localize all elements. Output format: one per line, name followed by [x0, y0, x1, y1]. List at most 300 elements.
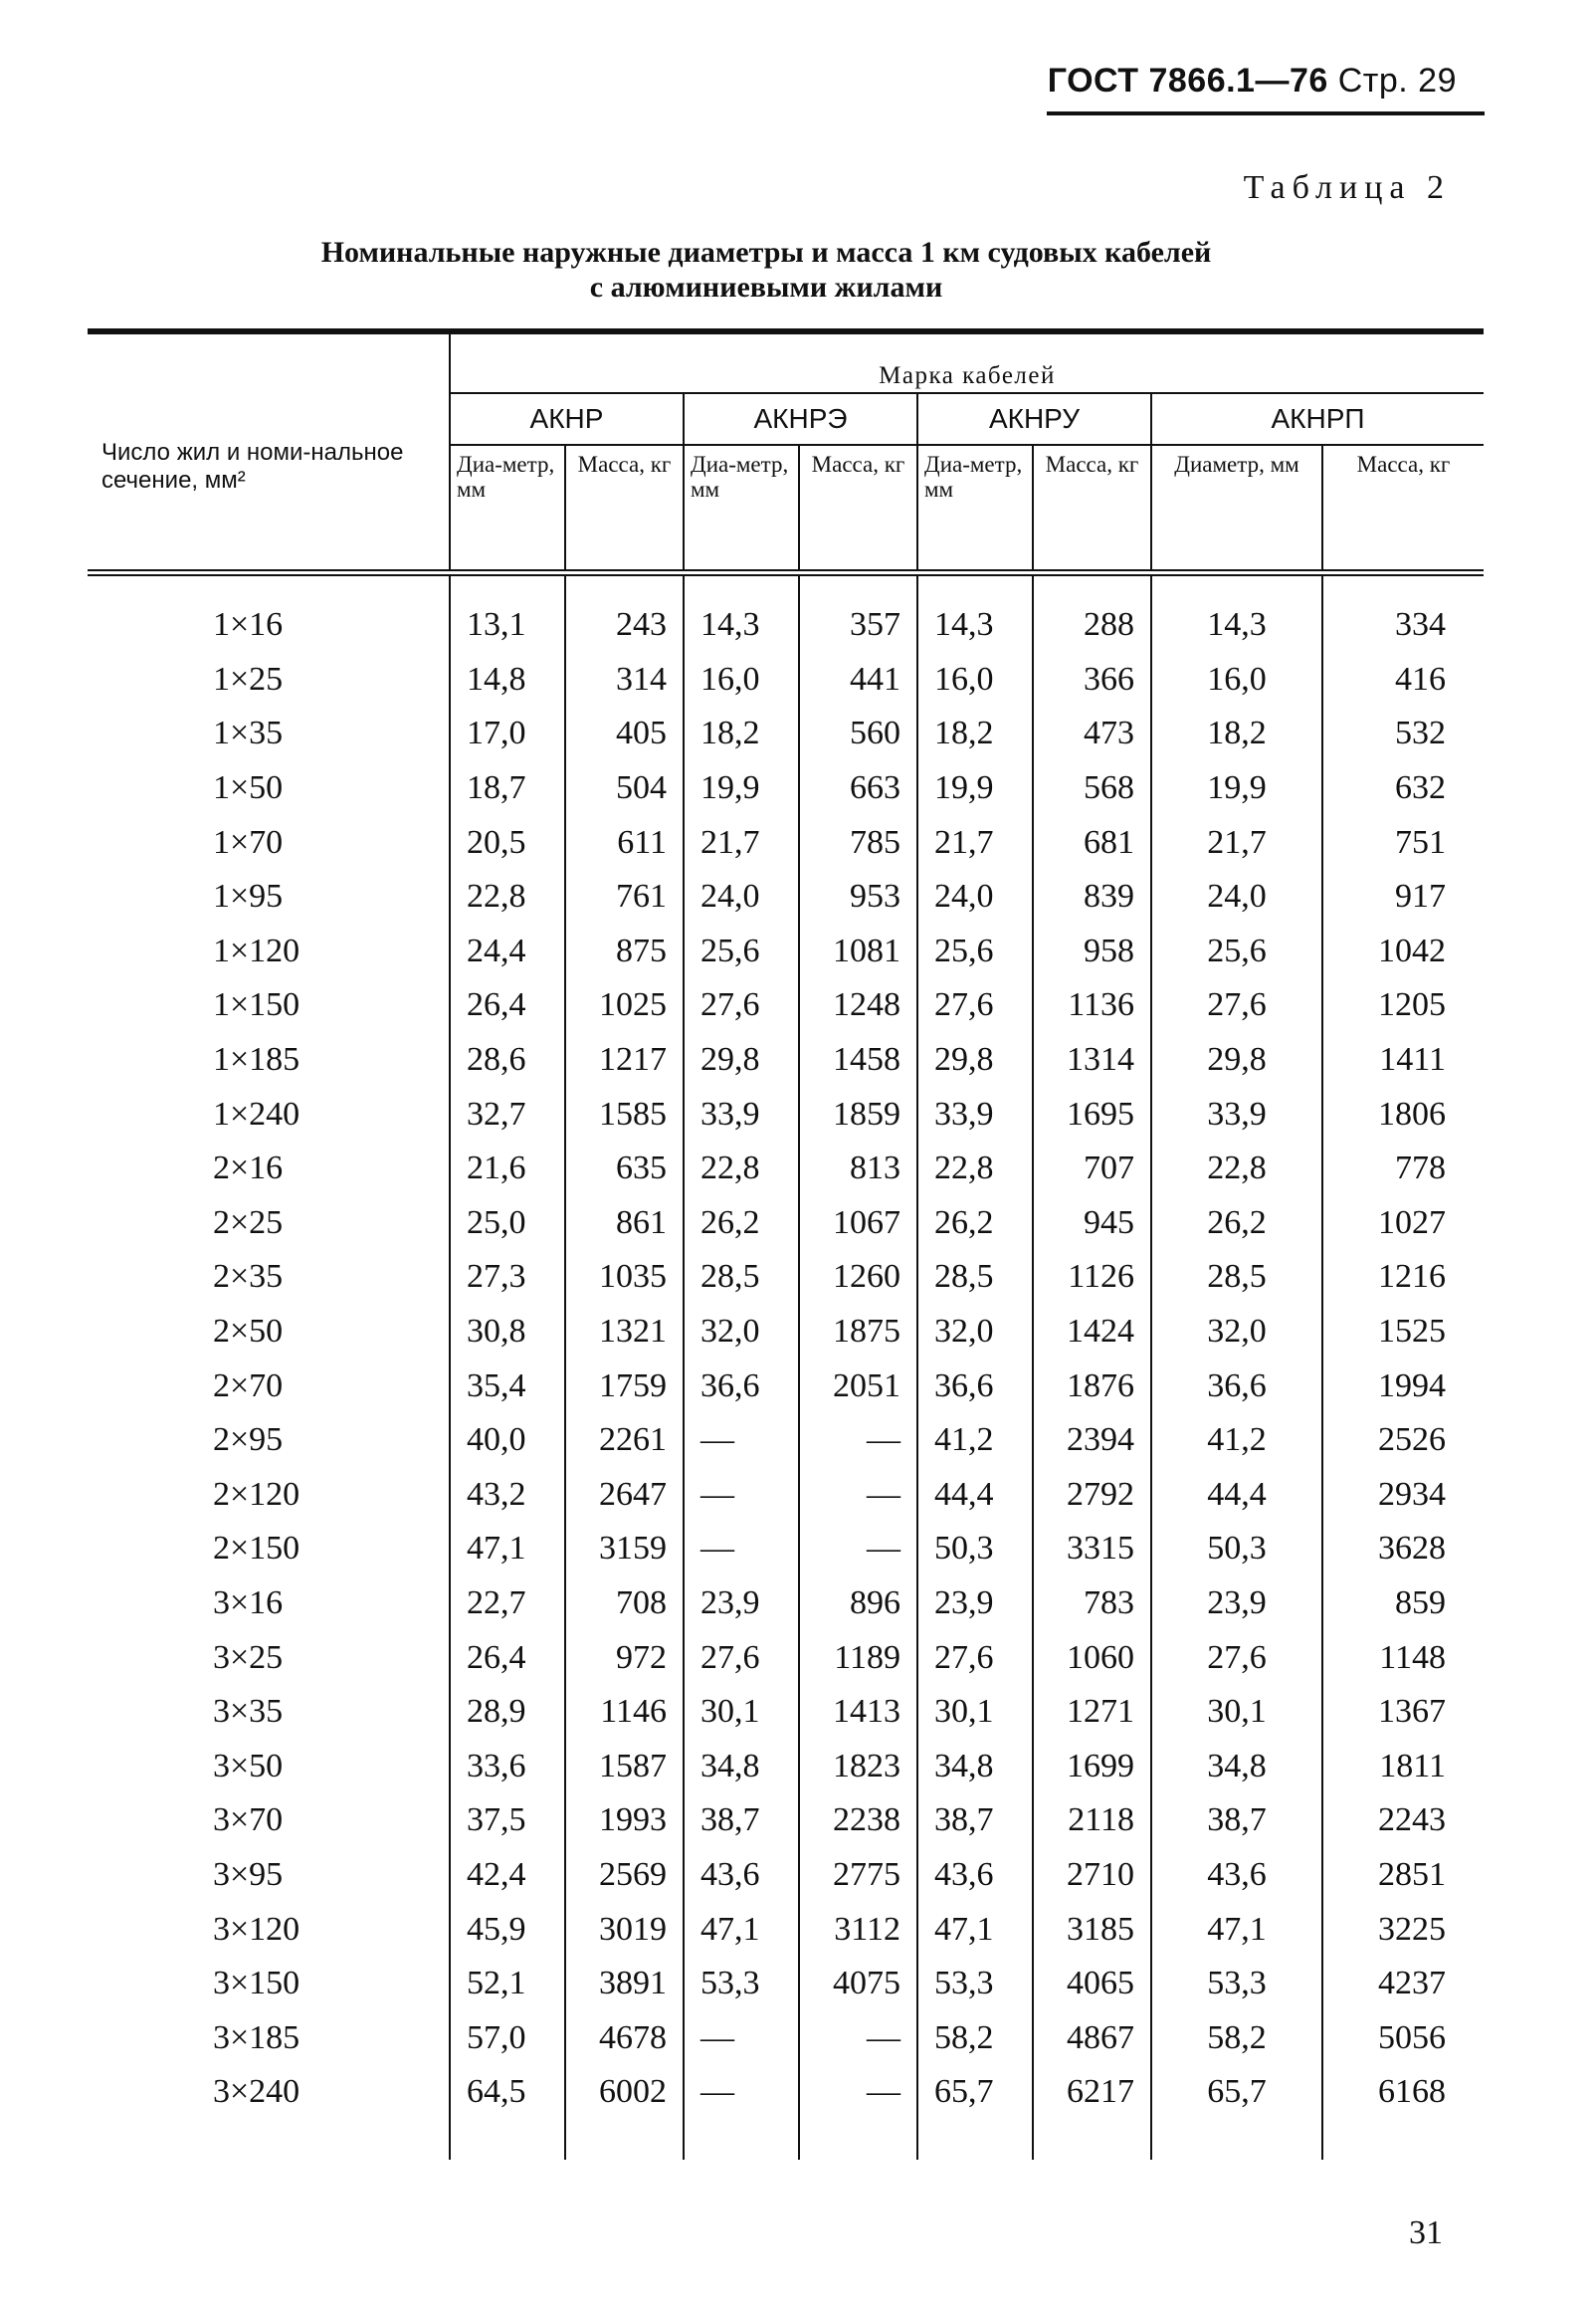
mass-cell: 2647 [565, 1468, 684, 1523]
cross-section-cell: 2×95 [88, 1413, 450, 1468]
diameter-cell: 22,8 [684, 1142, 799, 1196]
diameter-cell: 21,7 [917, 815, 1033, 870]
diameter-cell: 25,6 [684, 925, 799, 979]
diameter-cell: 27,6 [917, 1630, 1033, 1685]
cross-section-cell: 3×150 [88, 1957, 450, 2011]
diameter-cell: 26,2 [1151, 1196, 1322, 1251]
mass-cell: 783 [1033, 1576, 1151, 1631]
mass-cell: 1585 [565, 1087, 684, 1142]
mass-cell: 560 [799, 707, 917, 761]
cross-section-cell: 3×50 [88, 1739, 450, 1793]
mass-cell: 2526 [1378, 1421, 1446, 1459]
diameter-cell: 16,0 [917, 653, 1033, 708]
mass-cell: 1525 [1378, 1313, 1446, 1351]
table-row [88, 1957, 1484, 2011]
mass-cell: 1189 [799, 1630, 917, 1685]
cross-section-cell: 2×70 [88, 1359, 450, 1413]
mass-cell: 4237 [1378, 1965, 1446, 2002]
table-row [88, 870, 1484, 925]
diameter-cell: 22,8 [450, 870, 565, 925]
mass-cell: 785 [799, 815, 917, 870]
mass-cell: 632 [1395, 769, 1446, 807]
diameter-cell: 16,0 [684, 653, 799, 708]
diameter-cell: 34,8 [684, 1739, 799, 1793]
mass-cell: 2569 [565, 1848, 684, 1903]
mass-cell: 1217 [565, 1033, 684, 1088]
mass-cell: 416 [1395, 660, 1446, 698]
table-row [88, 1522, 1484, 1576]
table-body [88, 573, 1484, 2160]
diameter-cell: 32,7 [450, 1087, 565, 1142]
header-rule [1047, 111, 1485, 115]
mass-cell: 663 [799, 761, 917, 816]
sub-header-mass: Масса, кг [1033, 445, 1151, 573]
table-label: Таблица 2 [1243, 169, 1451, 206]
diameter-cell: 27,6 [917, 978, 1033, 1033]
mass-cell: 707 [1033, 1142, 1151, 1196]
mass-cell: 1148 [1379, 1638, 1446, 1676]
mass-cell: 1146 [565, 1685, 684, 1740]
mass-cell: 2243 [1378, 1801, 1446, 1839]
table-row [88, 1305, 1484, 1360]
table-row [88, 1739, 1484, 1793]
mass-cell: 6217 [1033, 2065, 1151, 2160]
cross-section-cell: 1×50 [88, 761, 450, 816]
mass-cell: 2851 [1378, 1855, 1446, 1893]
cross-section-cell: 1×240 [88, 1087, 450, 1142]
cross-section-cell: 2×50 [88, 1305, 450, 1360]
mass-cell: 3225 [1378, 1910, 1446, 1948]
diameter-cell: 30,1 [1151, 1685, 1322, 1740]
mass-cell: 1248 [799, 978, 917, 1033]
mass-cell: 751 [1395, 823, 1446, 861]
sub-header-diameter: Диа-метр, мм [684, 445, 799, 573]
mass-cell: 1205 [1378, 986, 1446, 1024]
sub-header-mass: Масса, кг [565, 445, 684, 573]
diameter-cell: 38,7 [1151, 1793, 1322, 1848]
mass-cell: 314 [565, 653, 684, 708]
diameter-cell: 28,5 [684, 1250, 799, 1305]
diameter-cell: 47,1 [1151, 1902, 1322, 1957]
mass-cell: 611 [565, 815, 684, 870]
diameter-cell: 16,0 [1151, 653, 1322, 708]
diameter-cell: 28,6 [450, 1033, 565, 1088]
mass-cell: 1042 [1378, 932, 1446, 969]
mass-cell: 3891 [565, 1957, 684, 2011]
table-row [88, 573, 1484, 653]
mass-cell: 2238 [799, 1793, 917, 1848]
mass-cell: 6002 [565, 2065, 684, 2160]
mass-cell: 1035 [565, 1250, 684, 1305]
cross-section-cell: 2×120 [88, 1468, 450, 1523]
diameter-cell: 50,3 [917, 1522, 1033, 1576]
mass-cell: 1271 [1033, 1685, 1151, 1740]
diameter-cell: 25,6 [917, 925, 1033, 979]
mass-cell: 1993 [565, 1793, 684, 1848]
diameter-cell: 28,5 [1151, 1250, 1322, 1305]
diameter-cell: 32,0 [684, 1305, 799, 1360]
mass-cell: 3159 [565, 1522, 684, 1576]
mass-cell: 3019 [565, 1902, 684, 1957]
diameter-cell: — [684, 1522, 799, 1576]
table-row [88, 1793, 1484, 1848]
table-row [88, 1413, 1484, 1468]
sub-header-diameter: Диа-метр, мм [917, 445, 1033, 573]
diameter-cell: 36,6 [684, 1359, 799, 1413]
mass-cell: 1314 [1033, 1033, 1151, 1088]
mass-cell: 1875 [799, 1305, 917, 1360]
mass-cell: 1994 [1378, 1366, 1446, 1404]
mass-cell: 2792 [1033, 1468, 1151, 1523]
diameter-cell: 41,2 [1151, 1413, 1322, 1468]
diameter-cell: 43,6 [1151, 1848, 1322, 1903]
mass-cell: — [799, 1522, 917, 1576]
diameter-cell: 33,9 [1151, 1087, 1322, 1142]
mass-cell: 1823 [799, 1739, 917, 1793]
diameter-cell: 19,9 [684, 761, 799, 816]
diameter-cell: 20,5 [450, 815, 565, 870]
mass-cell: 2051 [799, 1359, 917, 1413]
table-row [88, 1468, 1484, 1523]
diameter-cell: 45,9 [450, 1902, 565, 1957]
mass-cell: 958 [1033, 925, 1151, 979]
mass-cell: 334 [1322, 573, 1484, 653]
diameter-cell: 26,2 [917, 1196, 1033, 1251]
diameter-cell: — [684, 1468, 799, 1523]
cross-section-cell: 3×35 [88, 1685, 450, 1740]
diameter-cell: 44,4 [1151, 1468, 1322, 1523]
diameter-cell: 29,8 [917, 1033, 1033, 1088]
diameter-cell: 44,4 [917, 1468, 1033, 1523]
cross-section-cell: 3×120 [88, 1902, 450, 1957]
sub-header-mass: Масса, кг [799, 445, 917, 573]
diameter-cell: 25,0 [450, 1196, 565, 1251]
mass-cell: 1126 [1033, 1250, 1151, 1305]
diameter-cell: 65,7 [1151, 2065, 1322, 2160]
mass-cell: 366 [1033, 653, 1151, 708]
sub-header-diameter: Диа-метр, мм [450, 445, 565, 573]
diameter-cell: 64,5 [450, 2065, 565, 2160]
title-line-2: с алюминиевыми жилами [589, 271, 943, 304]
diameter-cell: 18,2 [684, 707, 799, 761]
diameter-cell: 19,9 [1151, 761, 1322, 816]
diameter-cell: 27,6 [1151, 1630, 1322, 1685]
mass-cell: 708 [565, 1576, 684, 1631]
table-row [88, 1033, 1484, 1088]
mass-cell: 504 [565, 761, 684, 816]
mass-cell: 953 [799, 870, 917, 925]
diameter-cell: 47,1 [684, 1902, 799, 1957]
diameter-cell: 36,6 [917, 1359, 1033, 1413]
brand-header-aknre: АКНРЭ [684, 393, 917, 445]
diameter-cell: — [684, 1413, 799, 1468]
diameter-cell: 23,9 [684, 1576, 799, 1631]
diameter-cell: 36,6 [1151, 1359, 1322, 1413]
mass-cell: 243 [565, 573, 684, 653]
diameter-cell: 40,0 [450, 1413, 565, 1468]
header-page: Стр. 29 [1337, 62, 1457, 100]
diameter-cell: 18,2 [1151, 707, 1322, 761]
table-row [88, 1902, 1484, 1957]
mass-cell: 761 [565, 870, 684, 925]
cross-section-cell: 3×240 [88, 2065, 450, 2160]
first-col-header: Число жил и номи-нальное сечение, мм² [88, 331, 450, 573]
mass-cell: 1411 [1379, 1041, 1446, 1079]
mass-cell: 2261 [565, 1413, 684, 1468]
diameter-cell: 22,7 [450, 1576, 565, 1631]
table-row [88, 1250, 1484, 1305]
sub-header-diameter: Диаметр, мм [1151, 445, 1322, 573]
table-row [88, 653, 1484, 708]
diameter-cell: 26,4 [450, 978, 565, 1033]
diameter-cell: 25,6 [1151, 925, 1322, 979]
mass-cell: 3185 [1033, 1902, 1151, 1957]
group-header: Марка кабелей [450, 331, 1484, 393]
diameter-cell: 30,1 [917, 1685, 1033, 1740]
mass-cell: 1811 [1379, 1747, 1446, 1784]
mass-cell: — [799, 1468, 917, 1523]
mass-cell: 4867 [1033, 2010, 1151, 2065]
diameter-cell: 43,6 [917, 1848, 1033, 1903]
diameter-cell: 52,1 [450, 1957, 565, 2011]
mass-cell: 917 [1395, 878, 1446, 916]
diameter-cell: — [684, 2065, 799, 2160]
mass-cell: 1081 [799, 925, 917, 979]
mass-cell: 778 [1395, 1150, 1446, 1187]
diameter-cell: 42,4 [450, 1848, 565, 1903]
mass-cell: 1859 [799, 1087, 917, 1142]
mass-cell: — [799, 2065, 917, 2160]
mass-cell: 288 [1033, 573, 1151, 653]
diameter-cell: 33,9 [684, 1087, 799, 1142]
mass-cell: — [799, 1413, 917, 1468]
diameter-cell: 30,1 [684, 1685, 799, 1740]
diameter-cell: 27,6 [684, 1630, 799, 1685]
mass-cell: 1136 [1033, 978, 1151, 1033]
cross-section-cell: 1×150 [88, 978, 450, 1033]
mass-cell: 2775 [799, 1848, 917, 1903]
mass-cell: 635 [565, 1142, 684, 1196]
diameter-cell: 14,3 [1151, 573, 1322, 653]
mass-cell: 4065 [1033, 1957, 1151, 2011]
mass-cell: 6168 [1378, 2073, 1446, 2111]
mass-cell: 945 [1033, 1196, 1151, 1251]
mass-cell: 4678 [565, 2010, 684, 2065]
mass-cell: 532 [1395, 715, 1446, 752]
mass-cell: 4075 [799, 1957, 917, 2011]
diameter-cell: 21,6 [450, 1142, 565, 1196]
diameter-cell: 33,9 [917, 1087, 1033, 1142]
diameter-cell: 21,7 [684, 815, 799, 870]
mass-cell: 1759 [565, 1359, 684, 1413]
cross-section-cell: 3×185 [88, 2010, 450, 2065]
diameter-cell: — [684, 2010, 799, 2065]
table-row [88, 2065, 1484, 2160]
diameter-cell: 14,3 [917, 573, 1033, 653]
cross-section-cell: 2×16 [88, 1142, 450, 1196]
mass-cell: 3628 [1378, 1530, 1446, 1568]
mass-cell: 2118 [1033, 1793, 1151, 1848]
mass-cell: 1806 [1378, 1095, 1446, 1133]
title-line-1: Номинальные наружные диаметры и масса 1 км судовых кабелей [320, 236, 1212, 269]
diameter-cell: 22,8 [1151, 1142, 1322, 1196]
brand-header-aknr: АКНР [450, 393, 684, 445]
mass-cell: 568 [1033, 761, 1151, 816]
cable-table [88, 328, 1484, 2160]
diameter-cell: 38,7 [684, 1793, 799, 1848]
mass-cell: 861 [565, 1196, 684, 1251]
diameter-cell: 43,6 [684, 1848, 799, 1903]
table-row [88, 815, 1484, 870]
page-header [1048, 62, 1457, 101]
diameter-cell: 58,2 [1151, 2010, 1322, 2065]
diameter-cell: 26,2 [684, 1196, 799, 1251]
table-row [88, 2010, 1484, 2065]
table-row [88, 1142, 1484, 1196]
mass-cell: 5056 [1378, 2018, 1446, 2056]
table-row [88, 761, 1484, 816]
diameter-cell: 53,3 [917, 1957, 1033, 2011]
brand-header-aknrp: АКНРП [1151, 393, 1484, 445]
mass-cell: 1216 [1378, 1258, 1446, 1296]
diameter-cell: 17,0 [450, 707, 565, 761]
table-row [88, 925, 1484, 979]
mass-cell: 813 [799, 1142, 917, 1196]
mass-cell: 1321 [565, 1305, 684, 1360]
diameter-cell: 58,2 [917, 2010, 1033, 2065]
mass-cell: 1699 [1033, 1739, 1151, 1793]
diameter-cell: 35,4 [450, 1359, 565, 1413]
mass-cell: 875 [565, 925, 684, 979]
diameter-cell: 14,3 [684, 573, 799, 653]
diameter-cell: 47,1 [450, 1522, 565, 1576]
mass-cell: 1260 [799, 1250, 917, 1305]
cross-section-cell: 3×70 [88, 1793, 450, 1848]
table-title [174, 235, 1358, 305]
mass-cell: 1367 [1378, 1693, 1446, 1731]
mass-cell: 1424 [1033, 1305, 1151, 1360]
cross-section-cell: 3×95 [88, 1848, 450, 1903]
mass-cell: 1876 [1033, 1359, 1151, 1413]
mass-cell: 3315 [1033, 1522, 1151, 1576]
mass-cell: 357 [799, 573, 917, 653]
diameter-cell: 24,0 [684, 870, 799, 925]
table-row [88, 1685, 1484, 1740]
diameter-cell: 23,9 [1151, 1576, 1322, 1631]
diameter-cell: 14,8 [450, 653, 565, 708]
diameter-cell: 28,9 [450, 1685, 565, 1740]
diameter-cell: 32,0 [1151, 1305, 1322, 1360]
diameter-cell: 34,8 [1151, 1739, 1322, 1793]
diameter-cell: 28,5 [917, 1250, 1033, 1305]
sub-header-mass: Масса, кг [1356, 452, 1451, 477]
diameter-cell: 24,4 [450, 925, 565, 979]
mass-cell: 1060 [1033, 1630, 1151, 1685]
mass-cell: 405 [565, 707, 684, 761]
cross-section-cell: 3×25 [88, 1630, 450, 1685]
mass-cell: 1027 [1378, 1203, 1446, 1241]
standard-number: ГОСТ 7866.1—76 [1047, 62, 1328, 100]
diameter-cell: 53,3 [1151, 1957, 1322, 2011]
cross-section-cell: 1×16 [88, 573, 450, 653]
diameter-cell: 19,9 [917, 761, 1033, 816]
diameter-cell: 30,8 [450, 1305, 565, 1360]
mass-cell: 859 [1395, 1583, 1446, 1621]
diameter-cell: 26,4 [450, 1630, 565, 1685]
diameter-cell: 27,3 [450, 1250, 565, 1305]
mass-cell: 839 [1033, 870, 1151, 925]
diameter-cell: 43,2 [450, 1468, 565, 1523]
mass-cell: 1413 [799, 1685, 917, 1740]
mass-cell: 1458 [799, 1033, 917, 1088]
table-row [88, 707, 1484, 761]
diameter-cell: 53,3 [684, 1957, 799, 2011]
diameter-cell: 27,6 [684, 978, 799, 1033]
diameter-cell: 21,7 [1151, 815, 1322, 870]
mass-cell: 681 [1033, 815, 1151, 870]
cross-section-cell: 1×25 [88, 653, 450, 708]
diameter-cell: 57,0 [450, 2010, 565, 2065]
diameter-cell: 38,7 [917, 1793, 1033, 1848]
diameter-cell: 37,5 [450, 1793, 565, 1848]
diameter-cell: 24,0 [917, 870, 1033, 925]
diameter-cell: 29,8 [1151, 1033, 1322, 1088]
cross-section-cell: 2×150 [88, 1522, 450, 1576]
cross-section-cell: 1×35 [88, 707, 450, 761]
diameter-cell: 27,6 [1151, 978, 1322, 1033]
mass-cell: 2934 [1378, 1475, 1446, 1513]
table-row [88, 1630, 1484, 1685]
page-number: 31 [1409, 2214, 1443, 2251]
diameter-cell: 41,2 [917, 1413, 1033, 1468]
mass-cell: 1025 [565, 978, 684, 1033]
diameter-cell: 29,8 [684, 1033, 799, 1088]
mass-cell: 2710 [1033, 1848, 1151, 1903]
diameter-cell: 18,2 [917, 707, 1033, 761]
diameter-cell: 13,1 [450, 573, 565, 653]
cross-section-cell: 2×35 [88, 1250, 450, 1305]
diameter-cell: 47,1 [917, 1902, 1033, 1957]
table-row [88, 1576, 1484, 1631]
cross-section-cell: 1×95 [88, 870, 450, 925]
mass-cell: 2394 [1033, 1413, 1151, 1468]
mass-cell: 1695 [1033, 1087, 1151, 1142]
table-row [88, 1196, 1484, 1251]
diameter-cell: 18,7 [450, 761, 565, 816]
mass-cell: — [799, 2010, 917, 2065]
cross-section-cell: 2×25 [88, 1196, 450, 1251]
diameter-cell: 50,3 [1151, 1522, 1322, 1576]
table-row [88, 1359, 1484, 1413]
mass-cell: 441 [799, 653, 917, 708]
diameter-cell: 33,6 [450, 1739, 565, 1793]
diameter-cell: 23,9 [917, 1576, 1033, 1631]
mass-cell: 1587 [565, 1739, 684, 1793]
diameter-cell: 22,8 [917, 1142, 1033, 1196]
mass-cell: 1067 [799, 1196, 917, 1251]
mass-cell: 972 [565, 1630, 684, 1685]
mass-cell: 3112 [799, 1902, 917, 1957]
cross-section-cell: 1×185 [88, 1033, 450, 1088]
diameter-cell: 24,0 [1151, 870, 1322, 925]
diameter-cell: 32,0 [917, 1305, 1033, 1360]
mass-cell: 473 [1033, 707, 1151, 761]
table-row [88, 978, 1484, 1033]
cross-section-cell: 1×120 [88, 925, 450, 979]
diameter-cell: 34,8 [917, 1739, 1033, 1793]
table-row [88, 1848, 1484, 1903]
mass-cell: 896 [799, 1576, 917, 1631]
